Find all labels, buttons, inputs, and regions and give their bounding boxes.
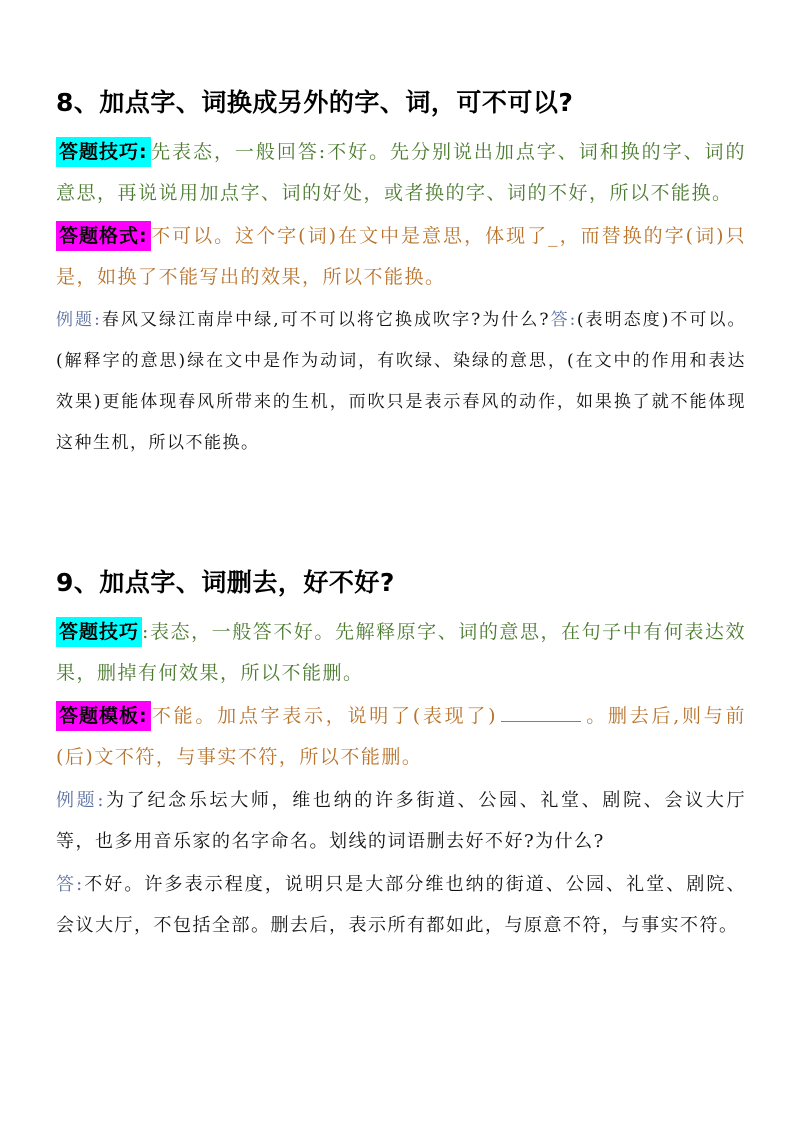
section-8-format — [56, 216, 746, 298]
example-label: 例题: — [56, 790, 105, 811]
template-label: 答题模板: — [56, 701, 151, 731]
section-8-example — [56, 300, 746, 464]
tip-text: 先表态，一般回答:不好。先分别说出加点字、词和换的字、词的意思，再说说用加点字、词的好处，或者换的字、词的不好，所以不能换。 — [56, 141, 746, 204]
tip-label: 答题技巧: — [56, 137, 151, 167]
section-8-tip — [56, 132, 746, 214]
section-9-template — [56, 696, 746, 778]
example-label: 例题: — [56, 310, 102, 330]
template-text-b: 。删去后,则与前(后)文不符，与事实不符，所以不能删。 — [56, 705, 746, 768]
format-label: 答题格式: — [56, 221, 151, 251]
answer-text: (表明态度)不可以。(解释字的意思)绿在文中是作为动词，有吹绿、染绿的意思，(在文中的作用和表达效果)更能体现春风所带来的生机，而吹只是表示春风的动作，如果换了就不能体现这种生机，所以不能换。 — [56, 310, 747, 453]
example-question: 为了纪念乐坛大师，维也纳的许多街道、公园、礼堂、剧院、会议大厅等，也多用音乐家的名字命名。划线的词语删去好不好?为什么? — [56, 790, 746, 852]
tip-colon: : — [142, 621, 150, 643]
answer-text: 不好。许多表示程度，说明只是大部分维也纳的街道、公园、礼堂、剧院、会议大厅，不包括全部。删去后，表示所有都如此，与原意不符，与事实不符。 — [56, 874, 746, 936]
section-8 — [56, 86, 746, 466]
tip-label: 答题技巧 — [56, 617, 142, 647]
answer-label: 答: — [550, 310, 577, 330]
fill-in-blank — [501, 703, 581, 722]
format-text: 不可以。这个字(词)在文中是意思，体现了_，而替换的字(词)只是，如换了不能写出的效果，所以不能换。 — [56, 225, 746, 288]
template-text-a: 不能。加点字表示，说明了(表现了) — [150, 705, 498, 727]
example-question: 春风又绿江南岸中绿,可不可以将它换成吹字?为什么? — [101, 310, 551, 330]
section-9-answer — [56, 864, 746, 946]
section-9-example — [56, 780, 746, 862]
section-9-heading: 9、加点字、词删去，好不好? — [56, 568, 395, 597]
answer-label: 答: — [56, 874, 84, 895]
section-9 — [56, 566, 746, 948]
section-9-tip — [56, 612, 746, 694]
section-8-heading: 8、加点字、词换成另外的字、词，可不可以? — [56, 88, 574, 117]
tip-text: 表态，一般答不好。先解释原字、词的意思，在句子中有何表达效果，删掉有何效果，所以不能删。 — [56, 621, 746, 684]
